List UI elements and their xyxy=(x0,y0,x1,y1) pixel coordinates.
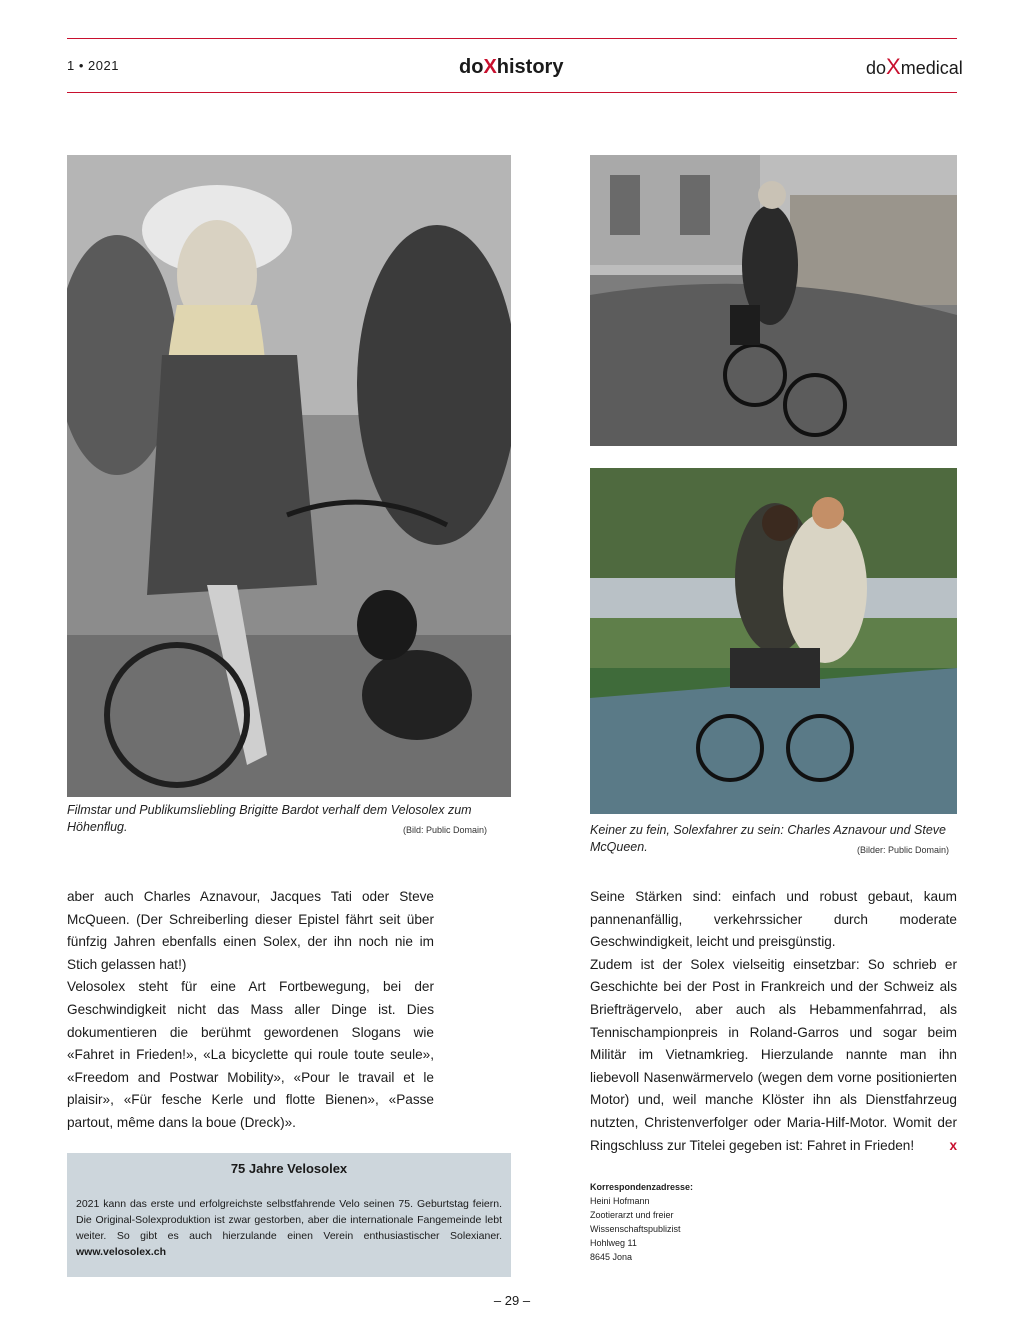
body-left-paragraph: Velosolex steht für eine Art Fortbewegung, bei der Geschwindigkeit nicht das Mass aller Dinge ist. Dies dokumentieren die berühmt gewordenen Slogans wie «Fahret in Frieden!», «La bicyclette qui roule toute seule», «Freedom and Postwar Mobility», «Pour le travail et le plaisir», «Für fesche Kerle und flotte Bienen», «Passe partout, même dans la boue (Dreck)». xyxy=(67,979,434,1130)
body-right-paragraph: Zudem ist der Solex vielseitig einsetzbar: So schrieb er Geschichte bei der Post in Frankreich und der Schweiz als Briefträgervelo, aber auch als Hebammenfahrrad, als Tennischampionpreis in Roland-Garros und sogar beim Militär im Vietnamkrieg. Hierzulande nannte man ihn liebevoll Nasenwärmervelo (wegen dem vorne positionierten Motor) und, weil manche Klöster ihn als Dienstfahrzeug nutzten, Christenverfolger oder Maria-Hilf-Motor. Womit der Ringschluss zur Titelei gegeben ist: Fahret in Frieden! xyxy=(590,956,957,1153)
brand-logo-x: X xyxy=(886,54,901,79)
aznavour-mcqueen-caption xyxy=(590,822,957,856)
velosolex-link[interactable]: www.velosolex.ch xyxy=(76,1246,167,1258)
correspondence-address xyxy=(590,1180,693,1264)
bardot-photo-credit: (Bild: Public Domain) xyxy=(403,825,488,835)
bardot-caption-text: Filmstar und Publikumsliebling Brigitte Bardot verhalf dem Velosolex zum Höhenflug. xyxy=(67,803,472,834)
contact-line: Wissenschaftspublizist xyxy=(590,1224,681,1234)
contact-line: Heini Hofmann xyxy=(590,1196,650,1206)
aznavour-mcqueen-caption-text: Keiner zu fein, Solexfahrer zu sein: Charles Aznavour und Steve McQueen. xyxy=(590,823,946,854)
aznavour-solex-photo xyxy=(590,155,957,446)
aznavour-mcqueen-credit: (Bilder: Public Domain) xyxy=(857,845,950,855)
header-top-rule xyxy=(67,38,957,39)
section-title-suffix: history xyxy=(496,56,564,78)
article-end-mark: x xyxy=(949,1137,957,1153)
brand-logo xyxy=(866,54,963,80)
section-title-x: X xyxy=(483,56,497,78)
info-box xyxy=(67,1153,511,1277)
bardot-photo-caption xyxy=(67,802,511,836)
contact-line: 8645 Jona xyxy=(590,1252,633,1262)
info-box-body: 2021 kann das erste und erfolgreichste selbstfahrende Velo seinen 75. Geburtstag feiern. Die Original-Solexproduktion ist zwar gestorben, aber die internationale Fangemeinde lebt weiter. So gibt es auch hierzulande einen Verein enthusiastischer Solexianer. xyxy=(76,1198,502,1242)
header-bottom-rule xyxy=(67,92,957,93)
issue-number: 1 • 2021 xyxy=(67,58,119,73)
section-title-prefix: do xyxy=(459,56,484,78)
body-left-column xyxy=(67,886,434,1135)
brand-logo-prefix: do xyxy=(866,58,887,78)
info-box-title: 75 Jahre Velosolex xyxy=(230,1161,348,1176)
bardot-velosolex-photo xyxy=(67,155,511,797)
page-number: – 29 – xyxy=(493,1293,531,1308)
brand-logo-suffix: medical xyxy=(900,58,963,78)
contact-line: Hohlweg 11 xyxy=(590,1238,637,1248)
body-right-column xyxy=(590,886,957,1157)
body-left-paragraph: aber auch Charles Aznavour, Jacques Tati oder Steve McQueen. (Der Schreiberling dieser Epistel fährt seit über fünfzig Jahren ebenfalls einen Solex, der ihn noch nie im Stich gelassen hat!) xyxy=(67,889,434,972)
correspondence-label: Korrespondenzadresse: xyxy=(590,1182,694,1192)
mcqueen-solex-photo xyxy=(590,468,957,814)
contact-line: Zootierarzt und freier xyxy=(590,1210,674,1220)
body-right-paragraph: Seine Stärken sind: einfach und robust gebaut, kaum pannenanfällig, verkehrssicher durch moderate Geschwindigkeit, leicht und preisgünstig. xyxy=(590,889,957,950)
section-title xyxy=(459,56,563,79)
info-box-text xyxy=(76,1196,502,1260)
